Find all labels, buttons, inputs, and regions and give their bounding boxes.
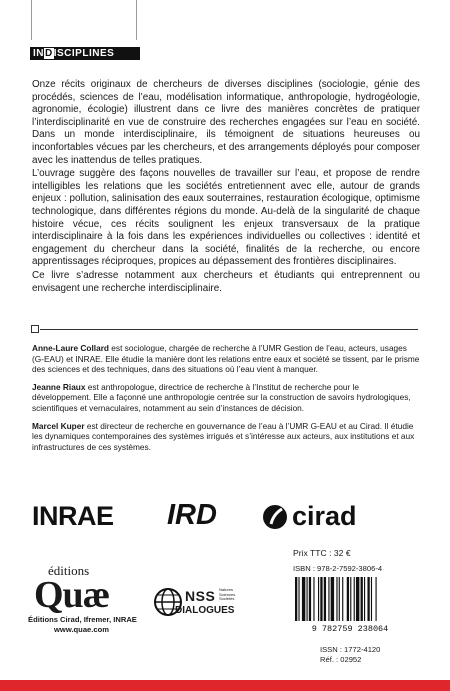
barcode-digits: 9 782759 238064	[311, 624, 389, 633]
barcode-bar	[298, 577, 299, 621]
summary-paragraph: Onze récits originaux de chercheurs de diverses disciplines (sociologie, génie des procédés, sciences de l’eau, modélisation informatique, anthropologie, hydrogéologie, agronomie, écologie) illustrent dans ce livre des manières concrètes de pratiquer l’interdisciplinarité en vue de construire des recherches engagées sur l’eau en société. Dans un monde interdisciplinaire, ils témoignent de situations heureuses ou inconfortables vécues par les chercheurs, et des arrangements déployés pour composer avec les inattendus de telles pratiques.	[32, 79, 420, 166]
cirad-wordmark: cirad	[292, 501, 357, 531]
collection-sub-line: Sociétés	[219, 596, 235, 601]
publisher-url[interactable]: www.quae.com	[54, 625, 109, 634]
barcode-bar	[318, 577, 319, 621]
barcode-bar	[328, 577, 329, 621]
barcode-bar	[364, 577, 365, 621]
author-description: est anthropologue, directrice de recherche à l’Institut de recherche pour le développement. Elle a façonné une anthropologie centrée sur la construction de savoirs hydrologiques, scientifiques et vernaculaires, notamment au sein d’instances de décision.	[32, 381, 411, 413]
collection-subtitle	[219, 588, 235, 602]
publisher-imprint: Éditions Cirad, Ifremer, INRAE	[28, 615, 137, 624]
price-label: Prix TTC : 32 €	[293, 548, 351, 558]
barcode-bars	[295, 577, 377, 621]
barcode-bar	[307, 577, 308, 621]
ird-logo: IRD	[167, 499, 217, 531]
barcode-bar	[313, 577, 314, 621]
barcode-bar	[302, 577, 305, 621]
author-bio	[32, 421, 420, 453]
collection-sub-line: Sciences	[219, 591, 236, 597]
barcode-bar	[361, 577, 363, 621]
issn-ref	[320, 645, 380, 665]
author-description: est sociologue, chargée de recherche à l’UMR Gestion de l’eau, acteurs, usages (G-EAU) et INRAE. Elle étudie la manière dont les relations entre eaux et société se tissent, par le prisme des sciences et des techniques, dans des situations où l’eau vient à manquer.	[32, 343, 420, 375]
author-name: Jeanne Riaux	[32, 381, 86, 392]
series-highlight: D	[45, 48, 53, 59]
summary-paragraph: Ce livre s’adresse notamment aux chercheurs et étudiants qui entreprennent ou envisagent une recherche interdisciplinaire.	[32, 269, 420, 294]
divider-square	[31, 325, 39, 333]
barcode-bar	[354, 577, 355, 621]
collection-dialogues: DIALOGUES	[175, 605, 235, 616]
barcode-bar	[295, 577, 297, 621]
barcode-bar	[376, 577, 377, 621]
divider-line	[40, 329, 418, 330]
collection-logo	[153, 585, 253, 621]
barcode-bar	[347, 577, 349, 621]
author-name: Marcel Kuper	[32, 420, 85, 431]
summary-paragraph: L’ouvrage suggère des façons nouvelles de travailler sur l’eau, et propose de rendre intelligibles les relations que les sociétés entretiennent avec elle, autour de grands enjeux : pollution, salinisation des eaux souterraines, restauration écologique, optimisme technologique, dans différentes régions du monde. Au-delà de la singularité de chaque histoire vécue, ces récits soulignent les enjeux transversaux de la pratique interdisciplinaire à la fois dans les expériences individuelles ou collectives : identité et engagement du chercheur dans la société, finalités de la recherche, ou encore apprentissages réciproques, propices au dépassement des frontières disciplinaires.	[32, 168, 420, 268]
series-logo	[30, 47, 140, 60]
series-prefix: IN	[33, 48, 44, 59]
publisher-editions: éditions	[48, 563, 90, 578]
bottom-red-strip	[0, 680, 450, 691]
author-name: Anne-Laure Collard	[32, 343, 109, 353]
publisher-logo	[28, 563, 138, 653]
barcode-bar	[336, 577, 337, 621]
back-cover-summary	[32, 79, 420, 296]
publisher-name: Quæ	[34, 574, 110, 616]
barcode-bar	[331, 577, 334, 621]
cirad-logo	[262, 501, 357, 532]
barcode-bar	[320, 577, 322, 621]
issn-label: ISSN : 1772-4120	[320, 645, 381, 654]
inrae-logo: INRAE	[32, 501, 114, 531]
series-suffix: ISCIPLINES	[53, 48, 115, 59]
partner-logos	[32, 495, 420, 535]
top-rule-right	[136, 0, 137, 40]
barcode-bar	[367, 577, 369, 621]
author-description: est directeur de recherche en gouvernance de l’eau à l’UMR G-EAU et au Cirad. Il étudie les dynamiques contemporaines des systèmes irrigués et s’intéresse aux acteurs, aux institutions et aux infrastructures de ces systèmes.	[32, 420, 415, 452]
top-rule-left	[31, 0, 32, 40]
barcode-bar	[342, 577, 343, 621]
collection-sub-line: Natures	[219, 587, 234, 592]
barcode-bar	[350, 577, 351, 621]
cirad-leaf-icon	[262, 504, 288, 530]
barcode-bar	[309, 577, 311, 621]
barcode-bar	[356, 577, 359, 621]
author-bio	[32, 382, 420, 414]
author-bio	[32, 343, 420, 375]
barcode-bar	[324, 577, 326, 621]
collection-name: NSS	[185, 588, 216, 604]
barcode-image	[283, 575, 418, 633]
ref-label: Réf. : 02952	[320, 655, 362, 664]
barcode-bar	[339, 577, 340, 621]
author-bios	[32, 343, 420, 459]
isbn-label: ISBN : 978-2-7592-3806-4	[293, 564, 383, 573]
barcode-bar	[371, 577, 372, 621]
